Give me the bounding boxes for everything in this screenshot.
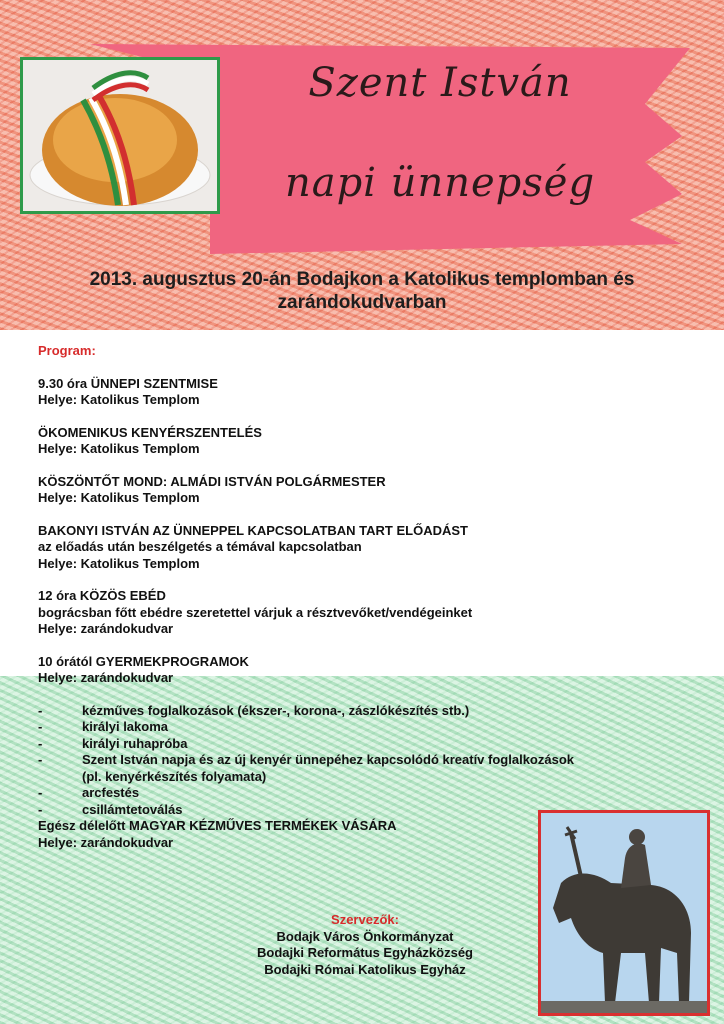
event-venue: Helye: Katolikus Templom (38, 555, 200, 571)
event-venue: Helye: zarándokudvar (38, 670, 174, 685)
event-title: KÖSZÖNTŐT MOND: ALMÁDI ISTVÁN POLGÁRMESTER (38, 473, 386, 489)
list-item: - Szent István napja és az új kenyér ünnepéhez kapcsolódó kreatív foglalkozások (pl. kenyérkészítés folyamata) (38, 752, 574, 784)
kids-activity-list (38, 703, 688, 819)
list-item: - kézműves foglalkozások (ékszer-, korona-, zászlókészítés stb.) (38, 702, 470, 718)
event-bread-blessing (38, 425, 688, 458)
event-mass (38, 376, 688, 409)
organizers-section (200, 912, 530, 978)
event-description: az előadás után beszélgetés a témával kapcsolatban (38, 539, 362, 554)
event-venue: Helye: Katolikus Templom (38, 441, 200, 456)
equestrian-statue-photo (538, 810, 710, 1016)
event-title: 9.30 óra ÜNNEPI SZENTMISE (38, 375, 218, 391)
event-lecture (38, 523, 688, 573)
event-venue: Helye: Katolikus Templom (38, 490, 200, 505)
list-item: - királyi lakoma (38, 719, 168, 734)
program-heading: Program: (38, 343, 96, 358)
event-title: 12 óra KÖZÖS EBÉD (38, 588, 166, 603)
program-content (38, 343, 688, 867)
title-line-2: napi ünnepség (284, 160, 596, 206)
event-title: ÖKOMENIKUS KENYÉRSZENTELÉS (38, 424, 262, 440)
event-lunch (38, 588, 688, 638)
event-description: bográcsban főtt ebédre szeretettel várjuk a résztvevőket/vendégeinket (38, 604, 473, 620)
organizers-heading: Szervezők: (331, 912, 399, 927)
list-item: - arcfestés (38, 785, 140, 800)
date-venue-heading (40, 268, 684, 314)
list-item: - csillámtetoválás (38, 801, 183, 817)
title-line-1: Szent István (308, 60, 572, 106)
organizer-name: Bodajki Református Egyházközség (257, 945, 473, 960)
event-title: 10 órától GYERMEKPROGRAMOK (38, 653, 249, 669)
event-kids-programs (38, 654, 688, 687)
event-venue: Helye: Katolikus Templom (38, 392, 200, 407)
bread-photo (20, 57, 220, 214)
event-title: BAKONYI ISTVÁN AZ ÜNNEPPEL KAPCSOLATBAN TART ELŐADÁST (38, 522, 468, 538)
date-line-1: 2013. augusztus 20-án Bodajkon a Katolikus templomban és (89, 269, 635, 290)
event-greeting (38, 474, 688, 507)
date-line-2: zarándokudvarban (277, 292, 447, 313)
organizer-name: Bodajki Római Katolikus Egyház (264, 961, 466, 977)
event-venue: Helye: zarándokudvar (38, 621, 174, 636)
list-item: - királyi ruhapróba (38, 735, 188, 751)
market-title: Egész délelőtt MAGYAR KÉZMŰVES TERMÉKEK VÁSÁRA (38, 818, 397, 833)
market-venue: Helye: zarándokudvar (38, 834, 174, 850)
organizer-name: Bodajk Város Önkormányzat (276, 928, 454, 944)
